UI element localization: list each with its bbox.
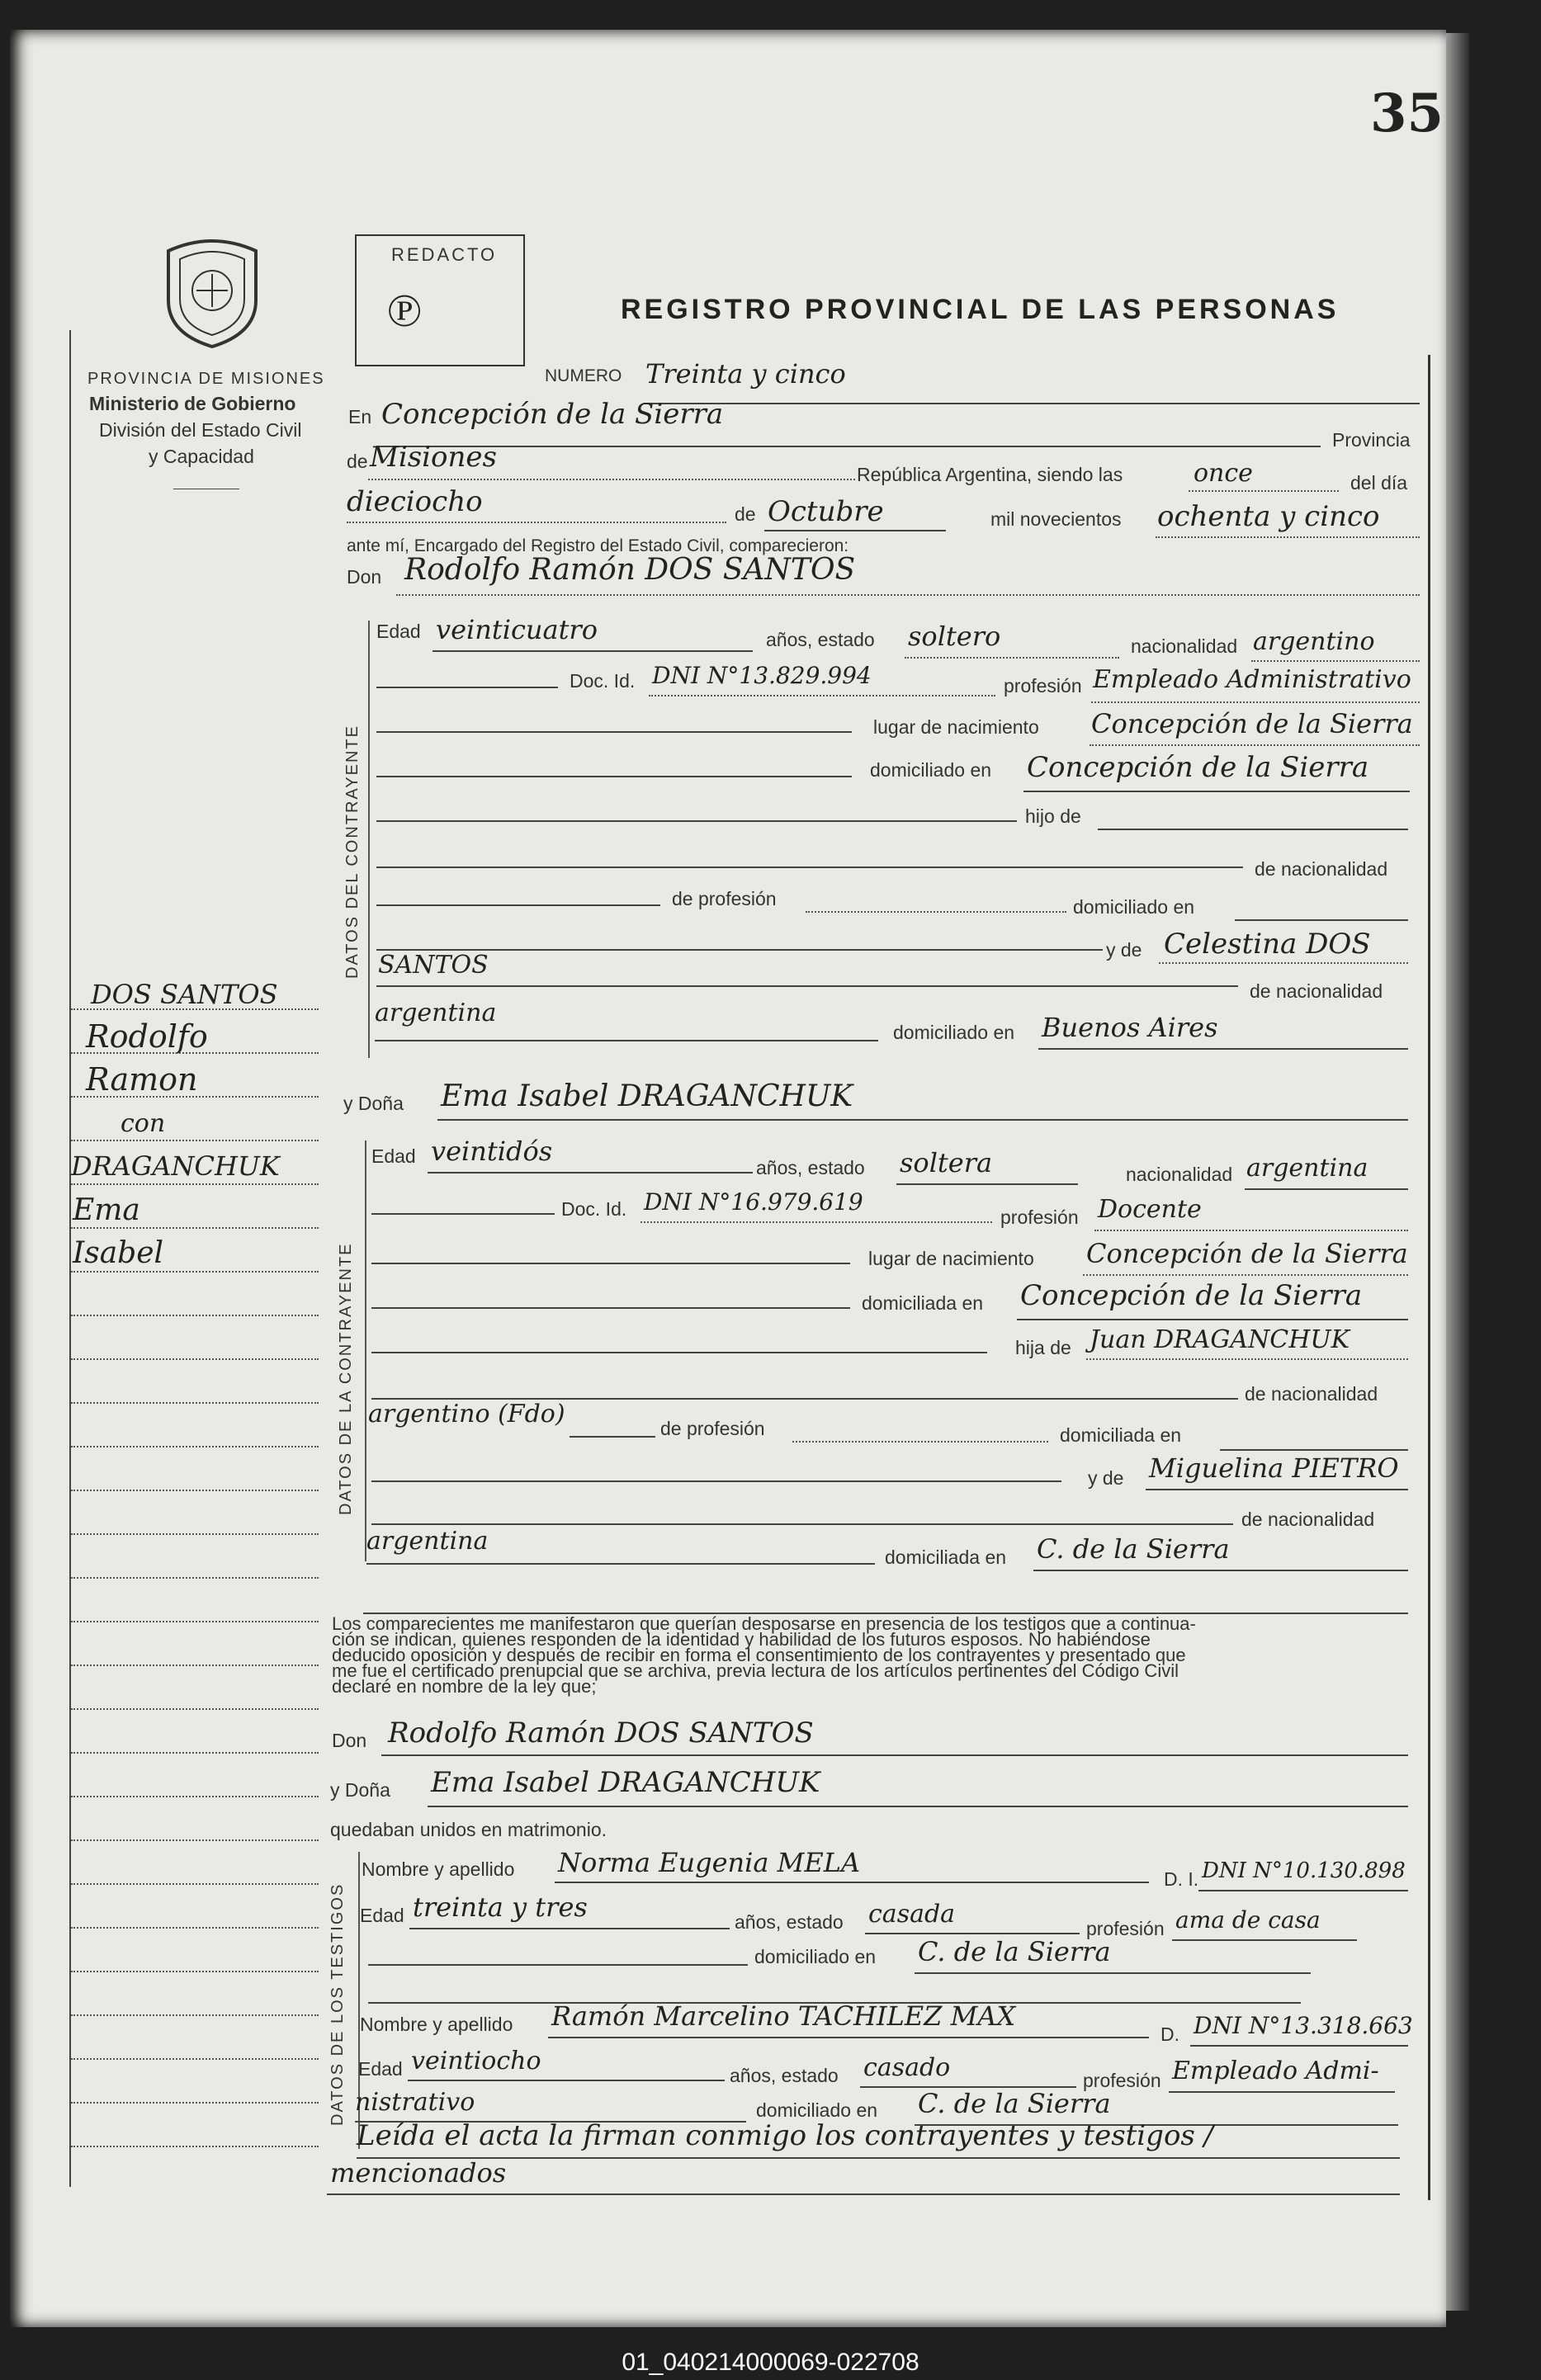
c2-padre-nac: argentino (Fdo) [368,1400,565,1428]
c2-edad: veintidós [431,1136,553,1167]
t2-estado-label: años, estado [730,2065,839,2086]
contrayente2-section-border [365,1140,366,1561]
margin-rule-line [71,1621,319,1622]
margin-border [69,330,71,2187]
margin-rule-line [71,1577,319,1579]
del-dia-label: del día [1350,472,1408,493]
testigos-side-label: DATOS DE LOS TESTIGOS [329,1882,347,2126]
c2-padre-line [1086,1358,1408,1360]
mes-line [764,530,946,531]
margin-rule-line [71,1752,319,1754]
c1-pre-doc-line [376,687,558,688]
c1-de-nacionalidad-label: de nacionalidad [1255,858,1388,880]
footer-code: 01_040214000069-022708 [622,2349,919,2376]
declaration-line: me fue el certificado prenupcial que se archiva, previa lectura de los artículos pertinentes del Código Civil [332,1660,1179,1681]
c1-doc-line [649,695,995,697]
margin-name: DRAGANCHUK [71,1150,280,1182]
margin-name: con [121,1109,166,1138]
c2-nacionalidad-line [1245,1188,1408,1190]
c1-edad-line [433,650,753,652]
c1-madre-dom: Buenos Aires [1042,1012,1218,1043]
c1-lugar-line [1090,744,1420,746]
c2-madre-nac-line [366,1563,875,1565]
c2-profesion-label: profesión [1000,1207,1079,1228]
margin-rule-line [71,1096,319,1098]
decl-don: Rodolfo Ramón DOS SANTOS [388,1717,814,1750]
t2-edad-line [408,2080,725,2081]
margin-rule-line [71,1796,319,1797]
c2-madre: Miguelina PIETRO [1149,1452,1399,1484]
c1-de-profesion-label: de profesión [672,888,777,909]
t1-edad-line [409,1928,730,1929]
t2-nombre-line [548,2037,1149,2038]
declaration-line: ción se indican, quienes responden de la identidad y habilidad de los futuros esposos. No habiéndose [332,1629,1151,1650]
margin-rule-line [71,1883,319,1885]
declaration-line: Los comparecientes me manifestaron que querían desposarse en presencia de los testigos que a continua- [332,1613,1196,1634]
provincial-seal-icon [162,236,262,348]
dia-value: dieciocho [347,485,483,518]
c2-edad-label: Edad [371,1145,416,1167]
decl-dona-line [428,1806,1408,1807]
dona-line [437,1119,1408,1121]
margin-name: Isabel [73,1236,164,1270]
en-label: En [348,406,372,427]
margin-rule-line [71,2102,319,2104]
c1-hijo-label: hijo de [1025,805,1081,827]
c1-padre-line [376,867,1243,868]
provincia-value: Misiones [370,441,497,474]
dona-name: Ema Isabel DRAGANCHUK [441,1079,853,1113]
t2-doc-label: D. [1160,2023,1179,2045]
margin-rule-line [71,1971,319,1972]
contrayente2-side-label: DATOS DE LA CONTRAYENTE [337,1242,355,1515]
margin-rule-line [71,1315,319,1316]
province-label: PROVINCIA DE MISIONES [87,370,325,388]
c1-domicilio-line [1023,791,1410,792]
margin-rule-line [71,1446,319,1447]
c1-doc-label: Doc. Id. [570,670,636,692]
c1-madre-dom-label: domiciliado en [893,1022,1015,1043]
c1-de-nacionalidad-label-2: de nacionalidad [1250,980,1383,1002]
c1-profesion-line [1091,701,1420,703]
t1-dom: C. de la Sierra [918,1936,1111,1967]
t1-nombre-line [555,1882,1149,1883]
margin-rule-line [71,1490,319,1491]
numero-line [644,403,1420,404]
t1-pre-dom-line [368,1964,748,1966]
dona-label: y Doña [343,1093,404,1114]
c2-estado-line [896,1183,1078,1185]
t1-dom-label: domiciliado en [754,1946,877,1967]
closing-text-2: mencionados [330,2157,507,2189]
c2-pre-hija-line [371,1352,987,1353]
c2-padre-profesion-line [792,1441,1048,1443]
provincia-line [368,479,855,480]
c2-madre-dom-label: domiciliada en [885,1547,1007,1568]
c1-doc: DNI N°13.829.994 [652,662,872,689]
contrayente-side-label: DATOS DEL CONTRAYENTE [343,725,362,979]
c2-estado-label: años, estado [756,1157,865,1178]
form-border-right [1428,355,1430,2200]
c2-lugar-label: lugar de nacimiento [868,1248,1034,1269]
c2-profesion-line [1094,1230,1408,1231]
c1-estado-label: años, estado [766,629,875,650]
t2-doc-line [1190,2045,1408,2047]
t1-dom-line [915,1972,1311,1974]
c2-madre-line [1146,1489,1408,1490]
decl-don-label: Don [332,1730,367,1751]
c1-estado-line [905,657,1119,659]
c2-domicilio-line [1017,1319,1408,1320]
margin-rule-line [71,1839,319,1841]
c2-madre-nac: argentina [366,1527,489,1556]
t1-doc-line [1198,1890,1408,1891]
c2-lugar-line [1083,1274,1408,1276]
declaration-line: declaré en nombre de la ley que; [332,1676,597,1697]
t2-nombre-label: Nombre y apellido [360,2014,513,2035]
t2-edad-label: Edad [358,2058,403,2080]
t1-doc-label: D. I. [1164,1868,1199,1890]
declaration-line: deducido oposición y después de recibir en forma el consentimiento de los contrayentes y presentado que [332,1645,1186,1665]
margin-rule-line [71,1052,319,1054]
contrayente-section-border [368,621,370,1058]
c1-madre: Celestina DOS [1164,928,1371,961]
margin-rule-line [71,1183,319,1185]
margin-rule-line [71,1358,319,1360]
c2-domicilio: Concepción de la Sierra [1020,1279,1363,1312]
t1-nombre: Norma Eugenia MELA [558,1847,861,1878]
margin-name: DOS SANTOS [91,979,278,1010]
margin-rule-line [71,1140,319,1141]
c2-nacionalidad-label: nacionalidad [1126,1164,1233,1185]
t2-dom-label: domiciliado en [756,2099,878,2121]
t1-profesion-label: profesión [1086,1918,1165,1939]
ministry-label: Ministerio de Gobierno [89,393,296,414]
c1-lugar: Concepción de la Sierra [1091,708,1413,739]
mes-value: Octubre [768,495,884,528]
t2-edad: veintiocho [411,2047,541,2075]
c2-pre-doc-line [371,1213,555,1215]
margin-name: Ema [73,1193,140,1227]
t1-doc: DNI N°10.130.898 [1202,1858,1406,1883]
don-value: Rodolfo Ramón DOS SANTOS [404,553,856,587]
c1-domiciliado-en-label: domiciliado en [1073,896,1195,918]
c1-madre-line [1159,962,1408,964]
t1-profesion: ama de casa [1175,1906,1321,1934]
c2-domiciliada-en-label: domiciliada en [1060,1424,1182,1446]
decl-dona: Ema Isabel DRAGANCHUK [431,1766,820,1799]
de-label-2: de [735,503,756,525]
margin-name: Ramon [86,1061,198,1098]
dia-line [347,522,726,523]
document-title: REGISTRO PROVINCIAL DE LAS PERSONAS [621,294,1340,325]
closing-line [357,2157,1400,2159]
c1-domiciliado-label: domiciliado en [870,759,992,781]
en-line [376,446,1321,447]
c1-domicilio: Concepción de la Sierra [1027,751,1369,784]
decl-unidos: quedaban unidos en matrimonio. [330,1819,607,1840]
c2-lugar: Concepción de la Sierra [1086,1238,1408,1269]
de-label: de [347,451,368,472]
decl-don-line [381,1754,1408,1756]
c1-pre-lugar-line [376,731,852,733]
c2-madre-dom-line [1033,1570,1408,1571]
t2-profesion-cont: nistrativo [355,2088,475,2117]
t2-dom: C. de la Sierra [918,2088,1111,2119]
c2-pre-dom-line [371,1307,850,1309]
mil-label: mil novecientos [990,508,1122,530]
c2-de-nacionalidad-label-2: de nacionalidad [1241,1509,1375,1530]
c2-doc-label: Doc. Id. [561,1198,627,1220]
c2-domiciliada-label: domiciliada en [862,1292,984,1314]
c2-estado: soltera [900,1147,993,1178]
t2-nombre: Ramón Marcelino TACHILEZ MAX [551,2000,1016,2032]
t1-estado-line [865,1933,1080,1934]
page-number: 35 [1370,83,1444,144]
en-value: Concepción de la Sierra [381,398,724,431]
c1-padre-dom-line [1235,919,1408,921]
c1-edad: veinticuatro [436,614,598,645]
c2-de-profesion-label: de profesión [660,1418,765,1439]
c1-nacionalidad-label: nacionalidad [1131,635,1238,657]
declaration-text [332,1613,1405,1697]
c1-lugar-label: lugar de nacimiento [873,716,1039,738]
c1-pre-dom-line [376,776,852,777]
c2-padre-dom-line [1220,1449,1408,1451]
c1-y-de-label: y de [1106,939,1142,961]
redacto-label: REDACTO [391,244,498,265]
margin-rule-line [71,1708,319,1710]
c2-pre-lugar-line [371,1263,850,1264]
redacto-stamp [355,234,525,366]
t2-profesion-label: profesión [1083,2070,1161,2091]
capacity-label: y Capacidad [149,446,254,467]
numero-value: Treinta y cinco [645,358,846,390]
c2-edad-line [428,1172,753,1173]
anio-line [1156,536,1420,538]
closing-line-2 [327,2193,1400,2195]
c2-hija-label: hija de [1015,1337,1071,1358]
c1-padre-profesion-line [806,911,1066,913]
c2-madre-dom: C. de la Sierra [1037,1533,1230,1565]
t1-profesion-line [1172,1939,1357,1941]
c1-madre-cont: SANTOS [378,951,489,980]
stamp-signature-icon: ℗ [386,284,422,338]
margin-name: Rodolfo [86,1018,208,1055]
t1-estado-label: años, estado [735,1911,844,1933]
t2-profesion-line [1169,2091,1395,2093]
margin-rule-line [71,2058,319,2060]
c1-madre-dom-line [1038,1048,1408,1050]
c1-edad-label: Edad [376,621,421,642]
c2-padre-nac-line [570,1436,655,1438]
c2-pre-madre-line [371,1480,1061,1482]
t2-estado: casado [863,2053,951,2082]
t2-profesion: Empleado Admi- [1172,2057,1379,2085]
c2-padre: Juan DRAGANCHUK [1090,1325,1350,1354]
c2-nacionalidad: argentina [1246,1154,1368,1183]
margin-rule-line [71,1927,319,1929]
c1-pre-hijo-line [376,820,1017,822]
republica-label: República Argentina, siendo las [857,464,1123,485]
margin-rule-line [71,1533,319,1535]
c1-pre-profesion-line [376,904,660,906]
t1-nombre-label: Nombre y apellido [362,1858,515,1880]
hora-line [1189,490,1339,492]
c2-madre-row-line [371,1523,1233,1525]
book-edge [1446,33,1469,2311]
t1-estado: casada [868,1900,956,1929]
margin-rule-line [71,1402,319,1404]
c2-doc-line [641,1221,992,1223]
c1-estado: soltero [908,621,1001,652]
anio-value: ochenta y cinco [1157,500,1380,533]
c1-nacionalidad-line [1251,660,1420,662]
c2-doc: DNI N°16.979.619 [644,1188,863,1216]
c1-madre-nac: argentina [375,999,497,1027]
t1-edad: treinta y tres [413,1891,588,1923]
c1-madre-nac-line [375,1040,878,1041]
hora-value: once [1194,459,1253,488]
margin-rule-line [71,1271,319,1273]
decl-dona-label: y Doña [330,1779,390,1801]
provincia-label: Provincia [1332,429,1411,451]
c1-nacionalidad: argentino [1253,627,1375,656]
don-line [396,594,1420,596]
c1-profesion: Empleado Administrativo [1093,665,1411,694]
division-label: División del Estado Civil [99,419,302,441]
margin-rule-line [71,1227,319,1229]
c2-profesion: Docente [1098,1195,1202,1224]
numero-label: NUMERO [545,366,622,385]
t1-edad-label: Edad [360,1905,404,1926]
don-label: Don [347,566,382,588]
ante-mi-label: ante mí, Encargado del Registro del Estado Civil, comparecieron: [347,536,849,555]
t2-doc: DNI N°13.318.663 [1194,2012,1413,2039]
c2-y-de-label: y de [1088,1467,1124,1489]
margin-rule-line [71,2146,319,2147]
c2-de-nacionalidad-label: de nacionalidad [1245,1383,1378,1405]
closing-text: Leída el acta la firman conmigo los contrayentes y testigos / [357,2119,1214,2152]
margin-rule-line [71,2014,319,2016]
c1-hijo-line [1098,829,1408,830]
c1-madre-cont-line [376,985,1238,987]
c1-profesion-label: profesión [1004,675,1082,697]
margin-rule-line [71,1008,319,1010]
margin-rule-line [71,1665,319,1666]
